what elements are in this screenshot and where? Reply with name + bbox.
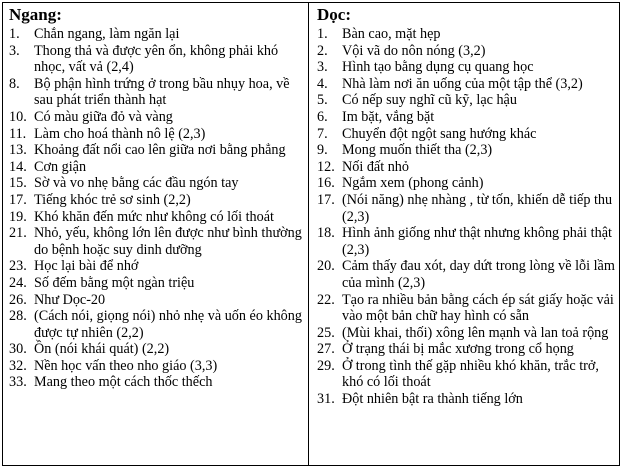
clue-number: 1. (317, 26, 328, 42)
clue-text: Sờ và vo nhẹ bằng các đầu ngón tay (34, 175, 239, 192)
across-heading: Ngang: (9, 5, 62, 24)
clue-number: 21. (9, 225, 27, 242)
across-clue-list (9, 26, 304, 391)
clue-item (317, 59, 615, 76)
clue-item (9, 358, 304, 375)
clue-number: 1. (9, 26, 20, 42)
clue-number: 5. (317, 92, 328, 109)
clue-text: Hình ảnh giống như thật nhưng không phải thật (2,3) (342, 225, 612, 258)
clue-item (317, 26, 615, 43)
clue-text: Làm cho hoá thành nô lệ (2,3) (34, 125, 206, 142)
clue-number: 18. (317, 225, 335, 242)
clue-text: Chắn ngang, làm ngăn lại (34, 26, 180, 42)
clue-text: Tạo ra nhiều bản bằng cách ép sát giấy hoặc vải vào một bản chữ hay hình có sẵn (342, 291, 614, 325)
clue-text: Ở trong tình thế gặp nhiều khó khăn, trắc trở, khó có lối thoát (342, 357, 599, 391)
clue-text: Mong muốn thiết tha (2,3) (342, 142, 493, 159)
clue-text: Cảm thấy đau xót, day dứt trong lòng về lỗi lầm của mình (2,3) (342, 258, 615, 291)
clue-text: Cơn giận (34, 158, 87, 175)
clue-text: Khoảng đất nổi cao lên giữa nơi bằng phẳng (34, 142, 286, 159)
clue-text: Nhỏ, yếu, không lớn lên được như bình thường do bệnh hoặc suy dinh dưỡng (34, 225, 302, 258)
clue-item (9, 374, 304, 391)
clue-item (317, 192, 615, 225)
clue-number: 14. (9, 158, 27, 175)
clue-number: 29. (317, 357, 335, 374)
clue-number: 33. (9, 374, 27, 391)
clue-item (317, 325, 615, 342)
clue-item (317, 391, 615, 408)
clue-item (317, 175, 615, 192)
down-heading: Dọc: (317, 5, 351, 24)
clue-item (9, 275, 304, 292)
clue-text: (Mùi khai, thối) xông lên mạnh và lan toả rộng (342, 324, 609, 341)
clue-number: 32. (9, 357, 27, 374)
clue-text: Chuyển đột ngột sang hướng khác (342, 125, 537, 142)
clue-item (9, 159, 304, 176)
clue-number: 28. (9, 308, 27, 325)
clue-item (9, 142, 304, 159)
clue-text: Bàn cao, mặt hẹp (342, 26, 441, 42)
clue-number: 25. (317, 324, 335, 341)
clue-number: 4. (317, 75, 328, 92)
clue-item (9, 308, 304, 341)
clue-number: 23. (9, 258, 27, 275)
clue-text: Thong thả và được yên ổn, không phải khó nhọc, vất vả (2,4) (34, 42, 279, 76)
clue-item (317, 142, 615, 159)
clue-number: 30. (9, 341, 27, 358)
clue-item (317, 43, 615, 60)
clue-item (317, 225, 615, 258)
clue-text: Có nếp suy nghĩ cũ kỹ, lạc hậu (342, 92, 517, 109)
clue-number: 11. (9, 125, 27, 142)
clue-text: Tiếng khóc trẻ sơ sinh (2,2) (34, 191, 191, 208)
clue-number: 31. (317, 391, 335, 408)
clue-item (9, 109, 304, 126)
clue-text: Mang theo một cách thốc thếch (34, 374, 213, 391)
clue-item (9, 43, 304, 76)
clue-number: 13. (9, 142, 27, 159)
crossword-clue-table (2, 2, 620, 466)
clue-item (9, 292, 304, 309)
clue-number: 19. (9, 208, 27, 225)
clue-number: 8. (9, 75, 20, 92)
clue-text: Có màu giữa đỏ và vàng (34, 108, 173, 125)
clue-item (317, 92, 615, 109)
clue-text: Im bặt, vắng bặt (342, 108, 435, 125)
clue-text: Nối đất nhỏ (342, 158, 409, 175)
clue-text: Đột nhiên bật ra thành tiếng lớn (342, 391, 523, 408)
clue-text: Học lại bài để nhớ (34, 258, 139, 275)
clue-number: 15. (9, 175, 27, 192)
clue-item (9, 175, 304, 192)
clue-number: 17. (317, 191, 335, 208)
clue-number: 22. (317, 291, 335, 308)
clue-number: 3. (9, 42, 20, 59)
clue-item (317, 358, 615, 391)
clue-number: 7. (317, 125, 328, 142)
down-column (309, 3, 619, 465)
clue-number: 10. (9, 108, 27, 125)
clue-item (317, 341, 615, 358)
clue-text: Khó khăn đến mức như không có lối thoát (34, 208, 274, 225)
clue-item (317, 292, 615, 325)
clue-item (9, 26, 304, 43)
clue-text: Ồn (nói khái quát) (2,2) (34, 341, 170, 358)
clue-number: 16. (317, 175, 335, 192)
clue-text: Hình tạo bằng dụng cụ quang học (342, 59, 534, 76)
clue-number: 3. (317, 59, 328, 76)
clue-item (317, 159, 615, 176)
clue-text: Ở trạng thái bị mắc xương trong cổ họng (342, 341, 574, 358)
clue-item (317, 76, 615, 93)
clue-item (9, 192, 304, 209)
clue-number: 26. (9, 291, 27, 308)
clue-text: Nhà làm nơi ăn uống của một tập thể (3,2) (342, 75, 583, 92)
clue-number: 20. (317, 258, 335, 275)
clue-text: Bộ phận hình trứng ở trong bầu nhụy hoa, về sau phát triển thành hạt (34, 75, 290, 109)
clue-item (9, 126, 304, 143)
clue-item (317, 109, 615, 126)
clue-number: 24. (9, 274, 27, 291)
clue-item (9, 341, 304, 358)
clue-item (9, 209, 304, 226)
clue-text: (Nói năng) nhẹ nhàng , từ tốn, khiến dễ tiếp thu (2,3) (342, 191, 613, 225)
clue-number: 9. (317, 142, 328, 159)
clue-text: Vội vã do nôn nóng (3,2) (342, 42, 486, 59)
clue-text: Ngắm xem (phong cảnh) (342, 175, 484, 192)
clue-item (317, 258, 615, 291)
clue-text: (Cách nói, giọng nói) nhỏ nhẹ và uốn éo không được tự nhiên (2,2) (34, 308, 302, 341)
clue-item (9, 258, 304, 275)
across-column (3, 3, 309, 465)
clue-item (9, 225, 304, 258)
clue-item (9, 76, 304, 109)
clue-text: Số đếm bằng một ngàn triệu (34, 274, 195, 291)
clue-number: 12. (317, 158, 335, 175)
clue-text: Như Dọc-20 (34, 291, 106, 308)
down-clue-list (317, 26, 615, 408)
clue-number: 6. (317, 108, 328, 125)
clue-number: 2. (317, 42, 328, 59)
clue-number: 27. (317, 341, 335, 358)
clue-text: Nền học vấn theo nho giáo (3,3) (34, 357, 218, 374)
clue-number: 17. (9, 191, 27, 208)
clue-item (317, 126, 615, 143)
